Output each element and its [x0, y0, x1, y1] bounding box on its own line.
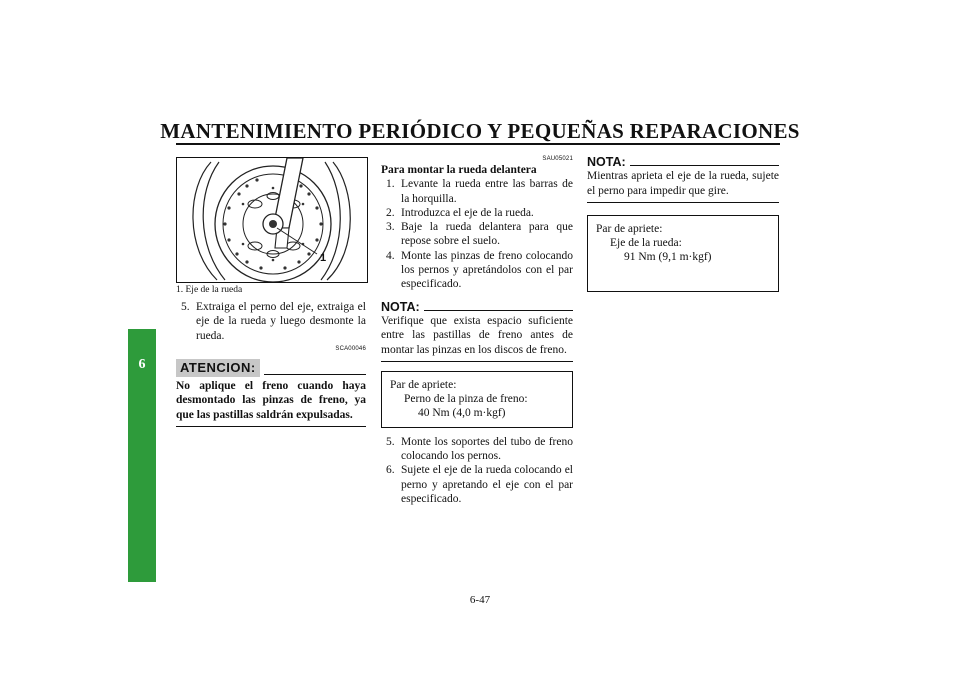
torque-title: Par de apriete:: [596, 222, 663, 235]
wheel-axle-illustration: [177, 158, 367, 282]
step-number: 6.: [386, 464, 395, 477]
figure-callout-1: 1: [320, 252, 327, 264]
step-2: [381, 206, 573, 220]
left-column: [176, 284, 366, 427]
torque-item: Perno de la pinza de freno:: [404, 393, 528, 406]
note-label: NOTA:: [381, 299, 420, 314]
step-3: [381, 220, 573, 249]
caution-heading: [176, 359, 366, 377]
step-text: Introduzca el eje de la rueda.: [401, 206, 534, 219]
torque-value: 91 Nm (9,1 m·kgf): [624, 251, 712, 264]
torque-value: 40 Nm (4,0 m·kgf): [418, 407, 506, 420]
step-text: Baje la rueda delantera para que repose sobre el suelo.: [401, 221, 573, 248]
step-text: Levante la rueda entre las barras de la horquilla.: [401, 178, 573, 205]
caution-rule: [264, 374, 366, 375]
wheel-axle-figure: [176, 157, 368, 283]
note-text: Mientras aprieta el eje de la rueda, sujete el perno para impedir que gire.: [587, 169, 779, 203]
chapter-tab-number: 6: [138, 357, 146, 372]
torque-item: Eje de la rueda:: [610, 237, 682, 250]
caution-label: ATENCION:: [176, 359, 260, 377]
step-1: [381, 177, 573, 206]
step-number: 2.: [386, 206, 395, 219]
step-number: 3.: [386, 221, 395, 234]
note-label: NOTA:: [587, 155, 626, 169]
header-rule: [176, 143, 780, 145]
section-code: SCA00046: [335, 345, 366, 352]
step-text: Monte los soportes del tubo de freno colocando los pernos.: [401, 435, 573, 463]
step-text: Extraiga el perno del eje, extraiga el eje de la rueda y luego desmonte la rueda.: [196, 301, 366, 342]
step-number: 5.: [181, 301, 190, 313]
note-rule: [424, 310, 573, 311]
page-number: 6-47: [469, 594, 491, 606]
figure-caption: 1. Eje de la rueda: [176, 285, 243, 295]
step-text: Monte las pinzas de freno colocando los pernos y apretándolos con el par especificado.: [401, 249, 573, 291]
middle-column: [381, 155, 573, 506]
step-4: [381, 249, 573, 292]
chapter-tab: [128, 329, 156, 582]
torque-title: Par de apriete:: [390, 378, 457, 391]
section-heading: Para montar la rueda delantera: [381, 164, 537, 176]
step-number: 4.: [386, 249, 395, 262]
right-column: [587, 155, 779, 292]
note-text: Verifique que exista espacio suficiente entre las pastillas de freno antes de montar las pinzas en los discos de freno.: [381, 314, 573, 362]
step-5: [381, 435, 573, 464]
step-6: [381, 463, 573, 506]
step-number: 5.: [386, 435, 395, 448]
step-number: 1.: [386, 178, 395, 191]
caution-text: No aplique el freno cuando haya desmontado las pinzas de freno, ya que las pastillas saldrán expulsadas.: [176, 379, 366, 427]
note-rule: [630, 165, 779, 166]
section-code: SAU05021: [542, 156, 573, 162]
torque-spec-box: [587, 215, 779, 292]
page-header-title: MANTENIMIENTO PERIÓDICO Y PEQUEÑAS REPARACIONES: [160, 119, 800, 143]
step-text: Sujete el eje de la rueda colocando el perno y apretando el eje con el par especificado.: [401, 464, 573, 505]
torque-spec-box: [381, 371, 573, 428]
note-heading: [381, 300, 573, 314]
note-heading: [587, 155, 779, 169]
step-5-remove-wheel: [176, 300, 366, 343]
